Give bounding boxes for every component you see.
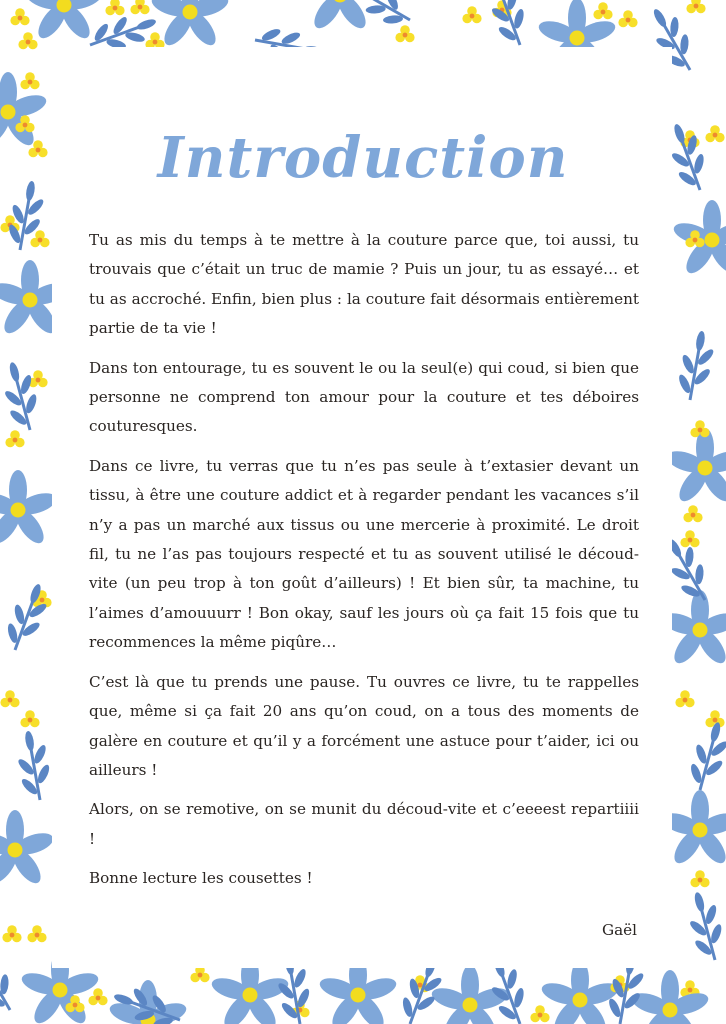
- paragraph-4: C’est là que tu prends une pause. Tu ouvres ce livre, tu te rappelles que, même si ça fait 20 ans qu’on coud, on a tous des moments de galère en couture et qu’il y a forcément une astuce pour t’aider, ici ou ailleurs !: [89, 672, 639, 779]
- paragraph-2: Dans ton entourage, tu es souvent le ou la seul(e) qui coud, si bien que personne ne comprend ton amour pour la couture et tes déboires couturesques.: [89, 358, 639, 436]
- paragraph-3: Dans ce livre, tu verras que tu n’es pas seule à t’extasier devant un tissu, à être une couture addict et à regarder pendant les vacances s’il n’y a pas un marché aux tissus ou une mercerie à proximité. Le droit fil, tu ne l’as pas toujours respecté et tu as souvent utilisé le découd-vite (un peu trop à ton goût d’ailleurs) ! Et bien sûr, ta machine, tu l’aimes d’amouuurr ! Bon okay, sauf les jours où ça fait 15 fois que tu recommences la même piqûre…: [89, 456, 639, 652]
- page-title: Introduction: [157, 124, 569, 191]
- paragraph-1: Tu as mis du temps à te mettre à la couture parce que, toi aussi, tu trouvais que c’était un truc de mamie ? Puis un jour, tu as essayé… et tu as accroché. Enfin, bien plus : la couture fait désormais entièrement partie de ta vie !: [89, 231, 639, 338]
- author-signature: Gaël: [601, 921, 637, 939]
- paragraph-6: Bonne lecture les cousettes !: [89, 869, 313, 888]
- paragraph-5: Alors, on se remotive, on se munit du découd-vite et c’eeeest repartiiii !: [89, 800, 639, 848]
- introduction-body: [89, 226, 639, 904]
